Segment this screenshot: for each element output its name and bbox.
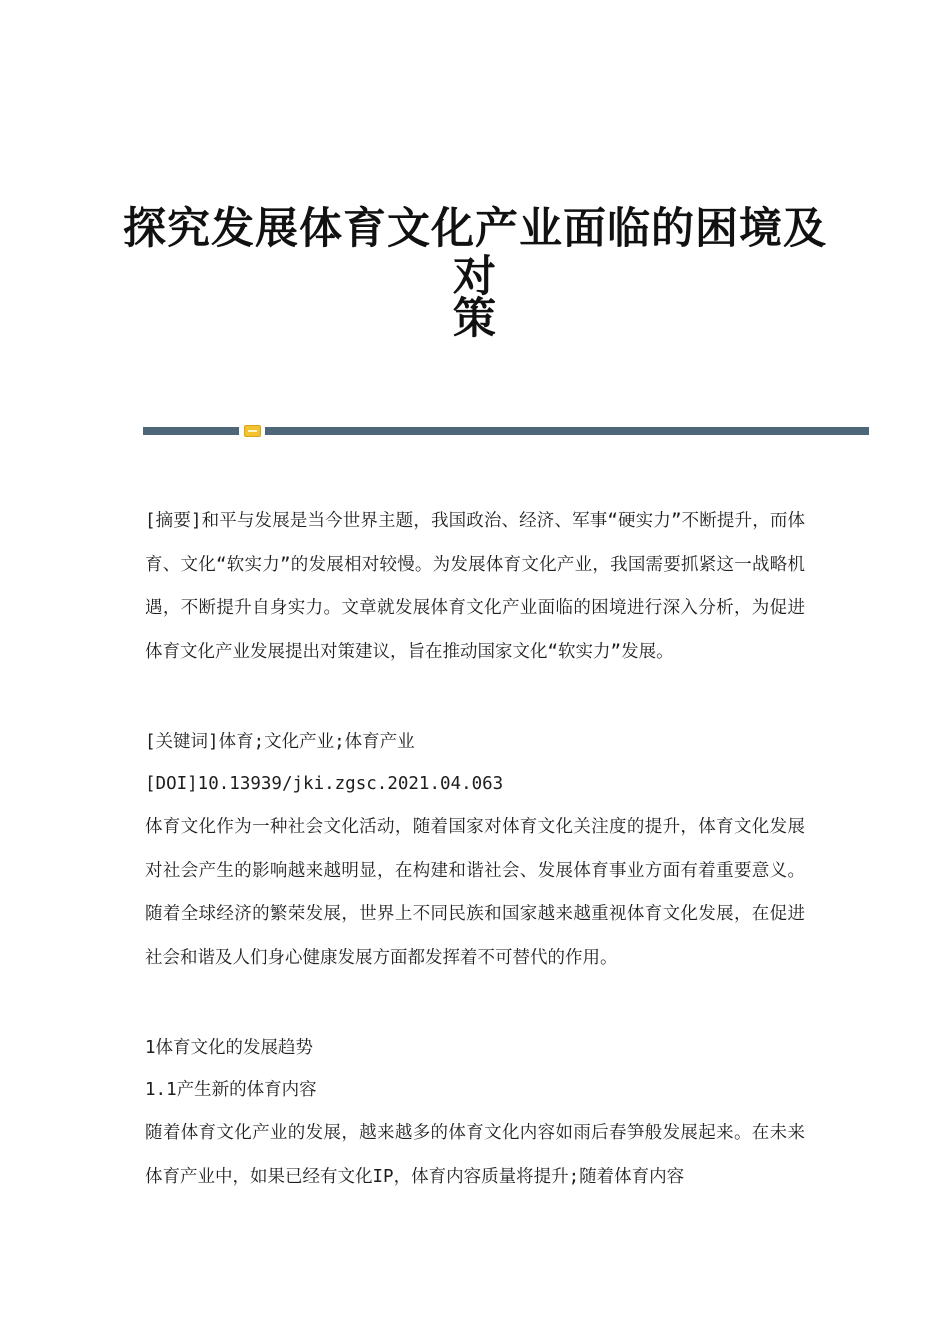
document-title-line-1: 探究发展体育文化产业面临的困境及对 bbox=[123, 204, 827, 302]
body-paragraph: 随着体育文化产业的发展，越来越多的体育文化内容如雨后春笋般发展起来。在未来体育产业中，如果已经有文化IP，体育内容质量将提升;随着体育内容 bbox=[145, 1123, 805, 1187]
subsection-heading: 1.1产生新的体育内容 bbox=[145, 1080, 317, 1100]
section-heading: 1体育文化的发展趋势 bbox=[145, 1038, 314, 1058]
document-title-line-2: 策 bbox=[453, 294, 497, 344]
abstract-paragraph: [摘要]和平与发展是当今世界主题，我国政治、经济、军事“硬实力”不断提升，而体育、文化“软实力”的发展相对较慢。为发展体育文化产业，我国需要抓紧这一战略机遇，不断提升自身实力。文章就发展体育文化产业面临的困境进行深入分析，为促进体育文化产业发展提出对策建议，旨在推动国家文化“软实力”发展。 bbox=[145, 511, 805, 662]
doi-line: [DOI]10.13939/jki.zgsc.2021.04.063 bbox=[145, 774, 504, 794]
divider-badge-icon bbox=[244, 425, 261, 437]
divider-bar-left bbox=[143, 427, 239, 435]
keywords-line: [关键词]体育;文化产业;体育产业 bbox=[145, 732, 415, 752]
intro-paragraph: 体育文化作为一种社会文化活动，随着国家对体育文化关注度的提升，体育文化发展对社会产生的影响越来越明显，在构建和谐社会、发展体育事业方面有着重要意义。随着全球经济的繁荣发展，世界上不同民族和国家越来越重视体育文化发展，在促进社会和谐及人们身心健康发展方面都发挥着不可替代的作用。 bbox=[145, 817, 805, 968]
divider-bar-right bbox=[265, 427, 869, 435]
